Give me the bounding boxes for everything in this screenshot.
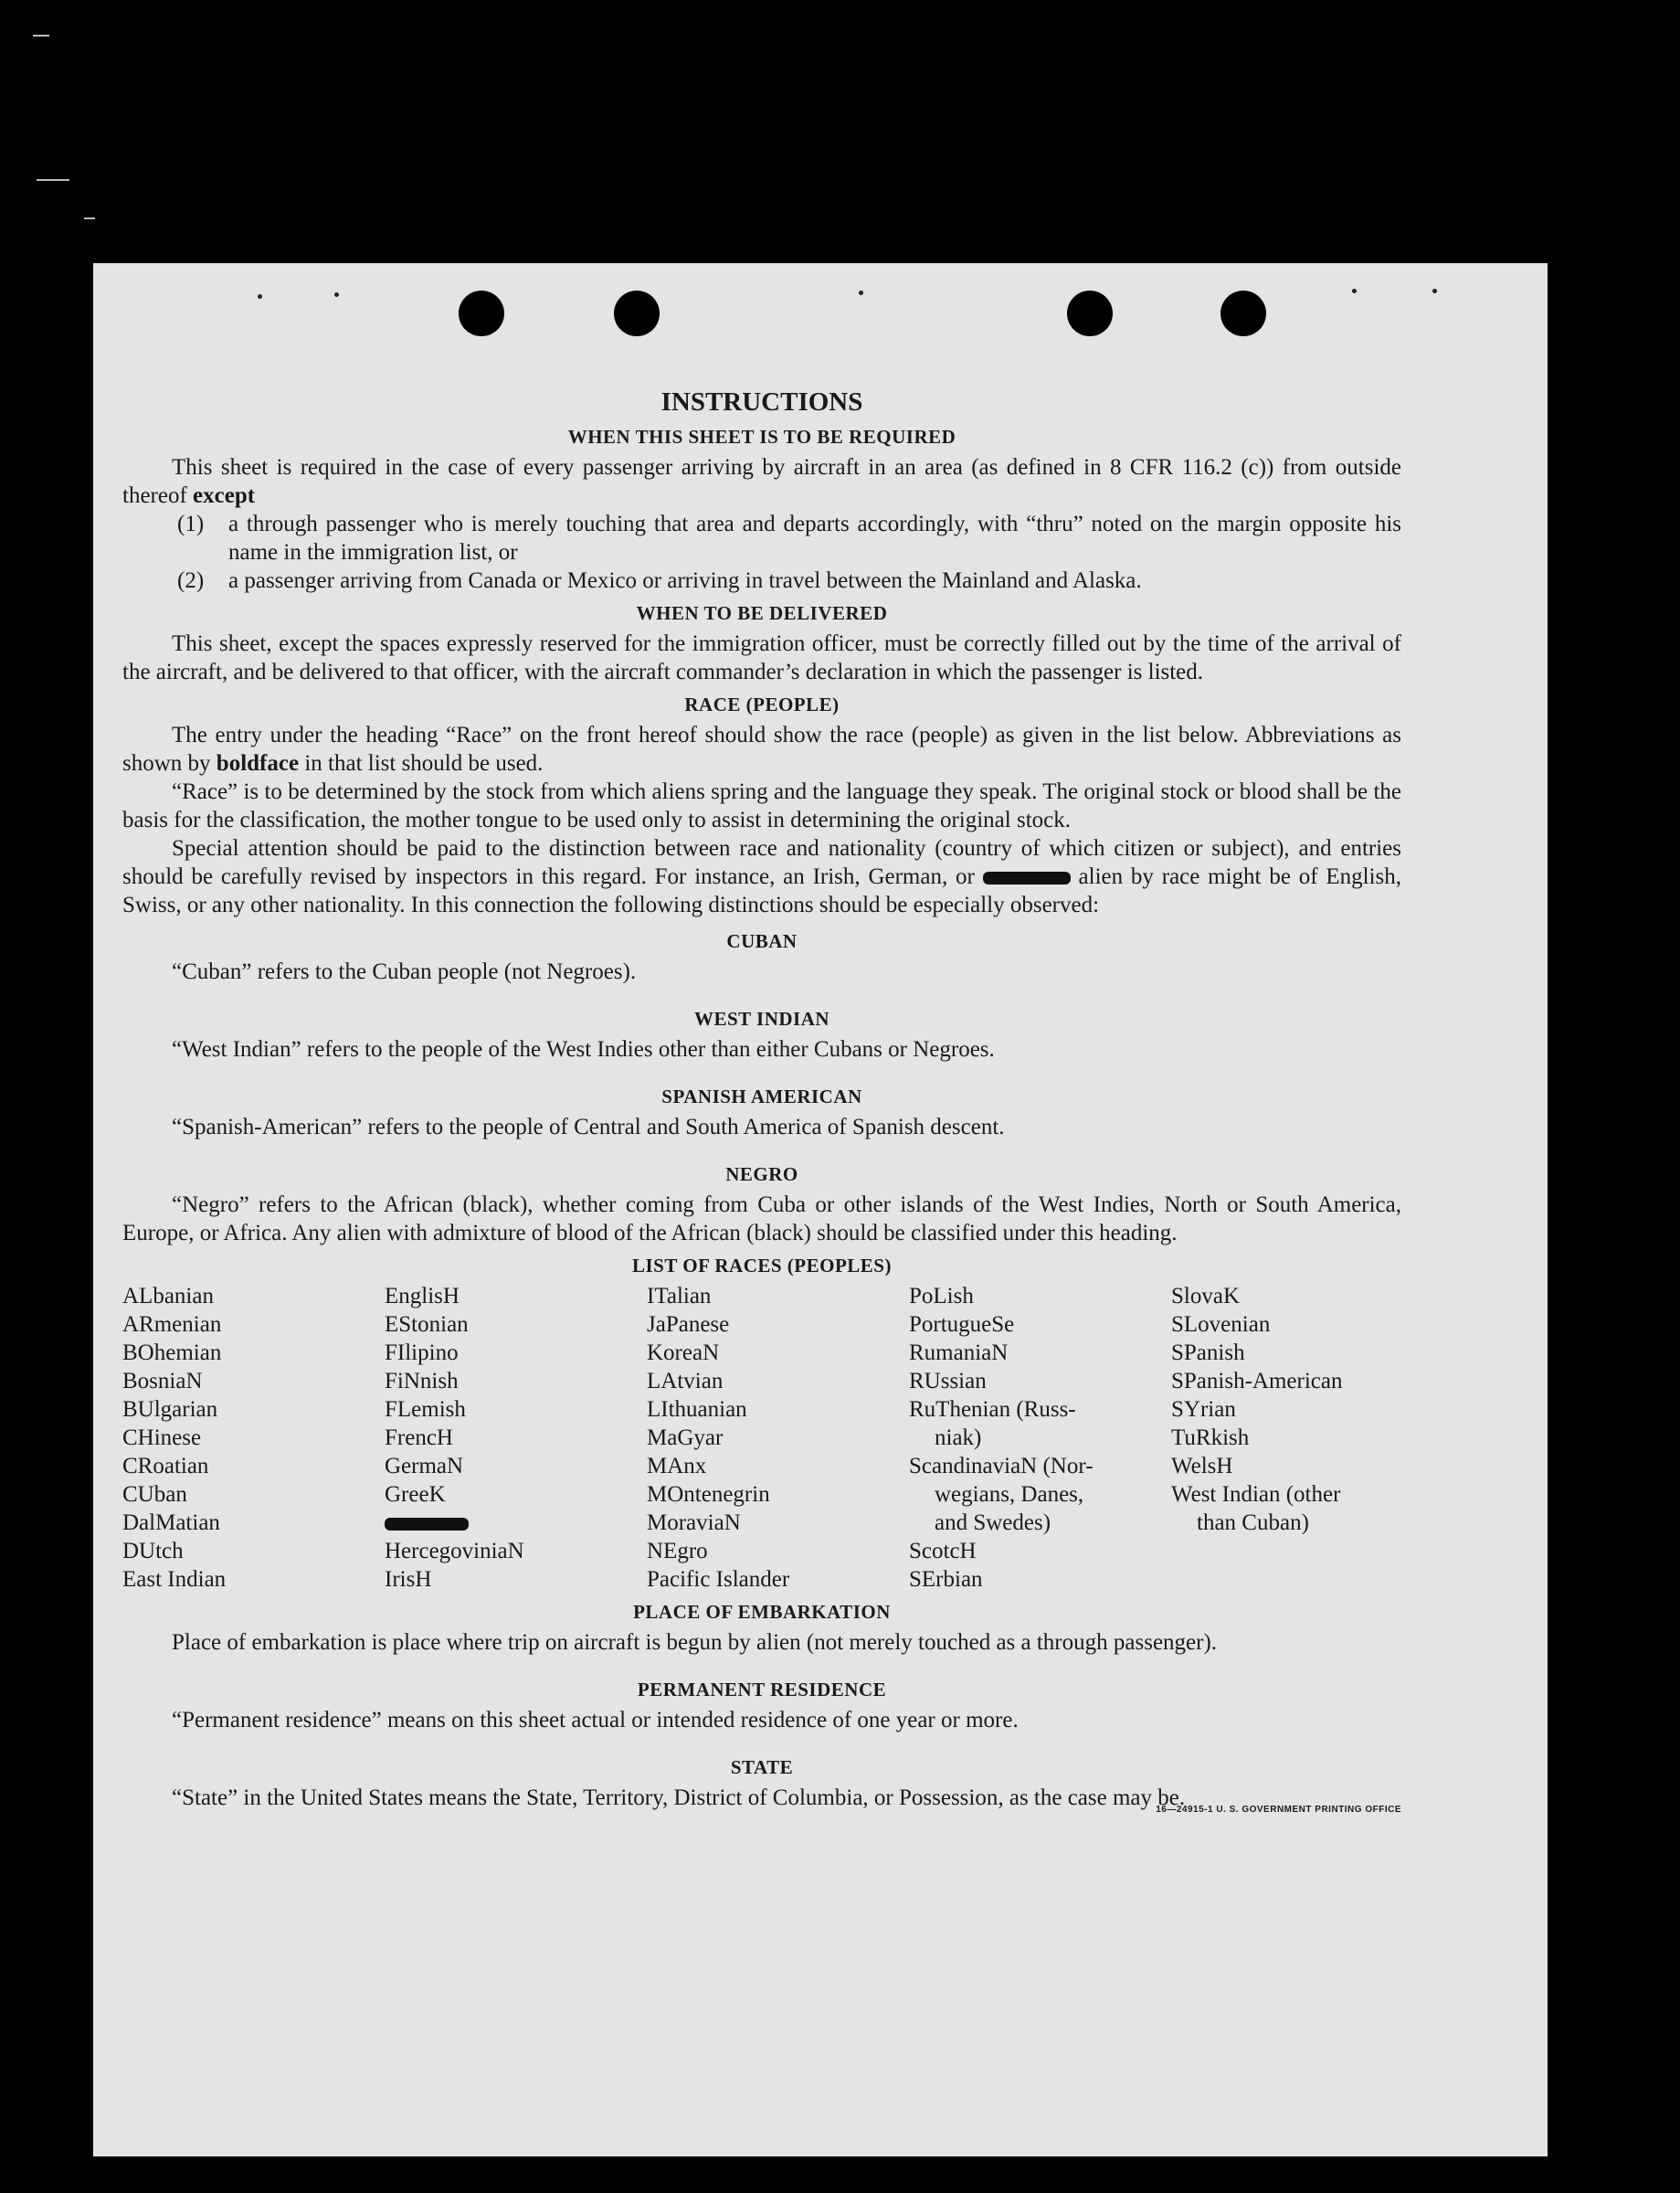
- list-item-text: a through passenger who is merely touching that area and departs accordingly, with “thru” noted on the margin opposite his name in the immigration list, or: [228, 512, 1401, 565]
- race-entry-continuation: and Swedes): [935, 1510, 1051, 1535]
- race-entry-continuation: niak): [935, 1425, 982, 1450]
- spacer: [122, 1064, 1401, 1071]
- race-entry: SYrian: [1171, 1397, 1236, 1422]
- scan-mark: [84, 217, 95, 219]
- race-entry: EnglisH: [385, 1284, 460, 1308]
- section-heading: SPANISH AMERICAN: [661, 1086, 862, 1107]
- race-entry: CHinese: [122, 1425, 202, 1450]
- instructions-text: [122, 386, 1401, 1824]
- paragraph: [122, 721, 1401, 778]
- print-code: 16—24915-1 U. S. GOVERNMENT PRINTING OFFICE: [1156, 1805, 1401, 1815]
- race-column: [385, 1282, 647, 1594]
- speck: [334, 292, 339, 297]
- section-heading: WEST INDIAN: [693, 1008, 830, 1030]
- bold-text: except: [193, 483, 256, 508]
- punch-hole: [614, 291, 660, 336]
- spacer: [122, 986, 1401, 993]
- race-entry: LAtvian: [647, 1369, 724, 1393]
- race-entry: LIthuanian: [647, 1397, 747, 1422]
- race-entry: CUban: [122, 1482, 187, 1507]
- race-entry: GreeK: [385, 1482, 446, 1507]
- race-entry: BosniaN: [122, 1369, 203, 1393]
- race-entry: SPanish-American: [1171, 1369, 1343, 1393]
- section-heading: RACE (PEOPLE): [684, 694, 840, 715]
- race-entry: JaPanese: [647, 1312, 730, 1337]
- race-entry: KoreaN: [647, 1340, 720, 1365]
- list-item: [177, 567, 1401, 595]
- paragraph-text: in that list should be used.: [304, 751, 544, 776]
- race-entry: West Indian (other: [1171, 1482, 1341, 1507]
- race-entry: ALbanian: [122, 1284, 214, 1308]
- spacer: [122, 1657, 1401, 1664]
- race-entry: BOhemian: [122, 1340, 222, 1365]
- race-entry: PoLish: [909, 1284, 974, 1308]
- paragraph: “State” in the United States means the State, Territory, District of Columbia, or Possession, as the case may be.: [172, 1785, 1186, 1810]
- paragraph: “West Indian” refers to the people of the West Indies other than either Cubans or Negroes.: [172, 1037, 995, 1062]
- race-entry-continuation: than Cuban): [1197, 1510, 1309, 1535]
- race-entry: MoraviaN: [647, 1510, 741, 1535]
- race-entry: RUssian: [909, 1369, 987, 1393]
- race-entry: NEgro: [647, 1539, 708, 1563]
- race-entry: FIlipino: [385, 1340, 459, 1365]
- race-entry: FiNnish: [385, 1369, 459, 1393]
- paragraph: “Cuban” refers to the Cuban people (not Negroes).: [172, 959, 637, 984]
- race-entry: MAnx: [647, 1454, 707, 1478]
- section-heading: LIST OF RACES (PEOPLES): [632, 1255, 892, 1277]
- paragraph: “Race” is to be determined by the stock from which aliens spring and the language they speak. The original stock or blood shall be the basis for the classification, the mother tongue to be used only to assist in determining the original stock.: [122, 779, 1401, 832]
- spacer: [122, 1141, 1401, 1149]
- race-entry: RumaniaN: [909, 1340, 1009, 1365]
- section-heading: PERMANENT RESIDENCE: [637, 1679, 887, 1700]
- race-list: [122, 1282, 1401, 1594]
- race-entry: ScandinaviaN (Nor-: [909, 1454, 1094, 1478]
- spacer: [122, 1734, 1401, 1742]
- paragraph-text: alien by race might be of English, Swiss, or any other nationality. In this connection the following distinctions should be especially observed:: [122, 864, 1402, 917]
- section-heading: WHEN THIS SHEET IS TO BE REQUIRED: [567, 426, 956, 448]
- race-entry: DUtch: [122, 1539, 184, 1563]
- race-entry: EStonian: [385, 1312, 469, 1337]
- section-heading: PLACE OF EMBARKATION: [633, 1601, 891, 1623]
- race-entry-redacted: [385, 1509, 647, 1537]
- race-entry: GermaN: [385, 1454, 464, 1478]
- race-entry: RuThenian (Russ-: [909, 1397, 1076, 1422]
- paragraph: “Negro” refers to the African (black), whether coming from Cuba or other islands of the West Indies, North or South America, Europe, or Africa. Any alien with admixture of blood of the African (black) should be classified under this heading.: [122, 1192, 1401, 1245]
- race-entry: MOntenegrin: [647, 1482, 770, 1507]
- race-entry: SLovenian: [1171, 1312, 1271, 1337]
- speck: [859, 291, 863, 295]
- race-entry: East Indian: [122, 1567, 227, 1592]
- race-entry: HercegoviniaN: [385, 1539, 524, 1563]
- race-entry: ScotcH: [909, 1539, 977, 1563]
- punch-hole: [1067, 291, 1113, 336]
- race-entry: ITalian: [647, 1284, 712, 1308]
- list-item-text: a passenger arriving from Canada or Mexico or arriving in travel between the Mainland and Alaska.: [228, 568, 1142, 593]
- race-entry: WelsH: [1171, 1454, 1233, 1478]
- bold-text: boldface: [216, 751, 300, 776]
- punch-hole: [1220, 291, 1266, 336]
- list-marker: (1): [177, 512, 205, 536]
- paragraph: “Permanent residence” means on this sheet actual or intended residence of one year or more.: [172, 1708, 1019, 1732]
- paragraph: Place of embarkation is place where trip on aircraft is begun by alien (not merely touched as a through passenger).: [172, 1630, 1218, 1655]
- page-title: INSTRUCTIONS: [660, 387, 863, 417]
- race-column: [647, 1282, 909, 1594]
- speck: [1432, 289, 1437, 293]
- section-heading: CUBAN: [726, 930, 798, 952]
- race-column: [1171, 1282, 1401, 1594]
- race-entry: SPanish: [1171, 1340, 1245, 1365]
- list-marker: (2): [177, 568, 205, 593]
- redaction-mark: [385, 1518, 469, 1531]
- paragraph: This sheet, except the spaces expressly reserved for the immigration officer, must be correctly filled out by the time of the arrival of the aircraft, and be delivered to that officer, with the aircraft commander’s declaration in which the passenger is listed.: [122, 631, 1401, 684]
- list-item: [177, 510, 1401, 567]
- paragraph-text: Special attention should be paid to the distinction between race and nationality (country of which citizen or subject), and entries should be carefully revised by inspectors in this regard. For instance, an Irish, German, or: [122, 836, 1401, 889]
- document-page: [93, 263, 1548, 2156]
- race-entry: MaGyar: [647, 1425, 724, 1450]
- race-entry: FrencH: [385, 1425, 453, 1450]
- paragraph: “Spanish-American” refers to the people of Central and South America of Spanish descent.: [172, 1115, 1005, 1139]
- paragraph: [122, 834, 1401, 919]
- scan-mark: [37, 179, 69, 181]
- paragraph: [122, 453, 1401, 510]
- punch-hole: [459, 291, 504, 336]
- race-column: [909, 1282, 1171, 1594]
- speck: [258, 294, 262, 299]
- race-entry: BUlgarian: [122, 1397, 218, 1422]
- exception-list: [122, 510, 1401, 595]
- race-entry: TuRkish: [1171, 1425, 1250, 1450]
- race-entry: Pacific Islander: [647, 1567, 790, 1592]
- race-entry: CRoatian: [122, 1454, 209, 1478]
- race-entry: ARmenian: [122, 1312, 222, 1337]
- section-heading: WHEN TO BE DELIVERED: [636, 602, 888, 624]
- scan-mark: [33, 35, 49, 37]
- section-heading: STATE: [730, 1756, 794, 1778]
- race-entry: SErbian: [909, 1567, 983, 1592]
- paragraph-text: This sheet is required in the case of every passenger arriving by aircraft in an area (as defined in 8 CFR 116.2 (c)) from outside thereof: [122, 455, 1401, 508]
- section-heading: NEGRO: [725, 1163, 798, 1185]
- race-entry: PortugueSe: [909, 1312, 1015, 1337]
- race-entry: DalMatian: [122, 1510, 220, 1535]
- race-entry: FLemish: [385, 1397, 466, 1422]
- race-entry: IrisH: [385, 1567, 432, 1592]
- paragraph-text: The entry under the heading “Race” on the front hereof should show the race (people) as given in the list below. Abbreviations as shown by: [122, 723, 1401, 776]
- speck: [1352, 289, 1357, 293]
- race-column: [122, 1282, 385, 1594]
- race-entry: SlovaK: [1171, 1284, 1240, 1308]
- race-entry-continuation: wegians, Danes,: [935, 1482, 1084, 1507]
- redaction-mark: [983, 872, 1071, 885]
